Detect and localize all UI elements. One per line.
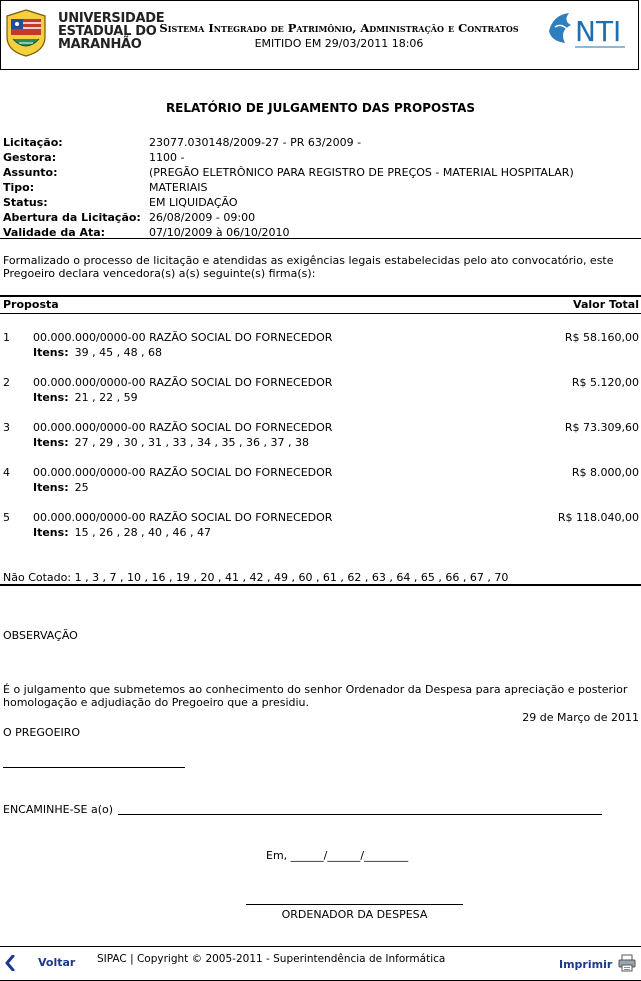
info-tipo [3, 180, 574, 195]
report-header [0, 0, 639, 70]
nao-cotado: Não Cotado: 1 , 3 , 7 , 10 , 16 , 19 , 20 , 41 , 42 , 49 , 60 , 61 , 62 , 63 , 64 , 65 , 66 , 67 , 70 [3, 571, 509, 584]
items-label: Itens: [33, 526, 69, 539]
items-list: 25 [74, 481, 89, 494]
info-label: Validade da Ata: [3, 226, 106, 239]
items-label: Itens: [33, 481, 69, 494]
proposal-value: R$ 73.309,60 [564, 421, 639, 434]
proposal-number: 2 [3, 376, 10, 389]
proposal-number: 4 [3, 466, 10, 479]
proposal-number: 5 [3, 511, 10, 524]
info-abertura [3, 210, 574, 225]
nti-logo-icon [545, 9, 629, 51]
info-label: Status: [3, 196, 48, 209]
items-list: 21 , 22 , 59 [74, 391, 138, 404]
nti-logo-text: NTI [575, 15, 622, 48]
info-status [3, 195, 574, 210]
info-value: 23077.030148/2009-27 - PR 63/2009 - [149, 136, 362, 149]
proposal-supplier: 00.000.000/0000-00 RAZÃO SOCIAL DO FORNECEDOR [33, 511, 333, 524]
ordenador-label: ORDENADOR DA DESPESA [281, 908, 428, 921]
divider [0, 238, 641, 239]
divider [0, 313, 641, 314]
proposal-items [33, 346, 162, 359]
proposal-supplier: 00.000.000/0000-00 RAZÃO SOCIAL DO FORNECEDOR [33, 331, 333, 344]
pregoeiro-signature-line [3, 767, 185, 768]
voltar-link[interactable]: Voltar [38, 956, 76, 969]
items-label: Itens: [33, 391, 69, 404]
info-value: 26/08/2009 - 09:00 [149, 211, 256, 224]
info-value: EM LIQUIDAÇÃO [149, 196, 238, 209]
footer-divider [0, 946, 641, 947]
intro-text: Formalizado o processo de licitação e atendidas as exigências legais estabelecidas pelo ato convocatório, este Pregoeiro declara vencedora(s) a(s) seguinte(s) firma(s): [3, 254, 614, 280]
proposal-value: R$ 8.000,00 [571, 466, 639, 479]
proposal-value: R$ 5.120,00 [571, 376, 639, 389]
proposal-number: 3 [3, 421, 10, 434]
report-title: RELATÓRIO DE JULGAMENTO DAS PROPOSTAS [165, 101, 476, 115]
uema-line-2: ESTADUAL DO [58, 24, 157, 39]
proposta-header: Proposta [3, 298, 59, 311]
emitted-date: EMITIDO EM 29/03/2011 18:06 [254, 37, 424, 50]
info-value: 07/10/2009 à 06/10/2010 [149, 226, 290, 239]
date-blank: Em, ______/______/________ [266, 849, 409, 862]
system-title: Sistema Integrado de Patrimônio, Administração e Contratos [159, 21, 519, 35]
items-list: 39 , 45 , 48 , 68 [74, 346, 163, 359]
imprimir-link[interactable]: Imprimir [559, 958, 613, 971]
info-label: Tipo: [3, 181, 35, 194]
encaminhe-line [118, 814, 602, 815]
items-label: Itens: [33, 436, 69, 449]
proposals-header [3, 298, 639, 311]
observacao-label: OBSERVAÇÃO [3, 629, 78, 642]
proposal-items [33, 526, 211, 539]
uema-line-3: MARANHÃO [58, 37, 142, 52]
proposal-value: R$ 118.040,00 [557, 511, 639, 524]
proposal-supplier: 00.000.000/0000-00 RAZÃO SOCIAL DO FORNECEDOR [33, 421, 333, 434]
uema-logo-icon [5, 9, 47, 57]
info-value: 1100 - [149, 151, 185, 164]
licitacao-info [3, 135, 574, 240]
info-value: (PREGÃO ELETRÔNICO PARA REGISTRO DE PREÇOS - MATERIAL HOSPITALAR) [149, 166, 574, 179]
info-label: Licitação: [3, 136, 63, 149]
report-date: 29 de Março de 2011 [522, 711, 639, 724]
valor-total-header: Valor Total [573, 298, 639, 311]
ordenador-signature-line [246, 904, 463, 905]
info-label: Gestora: [3, 151, 57, 164]
divider [0, 295, 641, 297]
pregoeiro-label: O PREGOEIRO [3, 726, 81, 739]
report-footer [0, 946, 641, 981]
info-licitacao [3, 135, 574, 150]
encaminhe-label: ENCAMINHE-SE a(o) [3, 803, 114, 816]
info-label: Assunto: [3, 166, 58, 179]
julgamento-text: É o julgamento que submetemos ao conhecimento do senhor Ordenador da Despesa para apreciação e posterior homologação e adjudiação do Pregoeiro que a presidiu. [3, 683, 628, 709]
proposal-value: R$ 58.160,00 [564, 331, 639, 344]
items-list: 27 , 29 , 30 , 31 , 33 , 34 , 35 , 36 , 37 , 38 [74, 436, 309, 449]
items-list: 15 , 26 , 28 , 40 , 46 , 47 [74, 526, 212, 539]
info-assunto [3, 165, 574, 180]
uema-line-1: UNIVERSIDADE [58, 11, 165, 26]
proposal-supplier: 00.000.000/0000-00 RAZÃO SOCIAL DO FORNECEDOR [33, 376, 333, 389]
proposal-items [33, 391, 138, 404]
info-value: MATERIAIS [149, 181, 208, 194]
items-label: Itens: [33, 346, 69, 359]
proposal-items [33, 481, 89, 494]
proposal-supplier: 00.000.000/0000-00 RAZÃO SOCIAL DO FORNECEDOR [33, 466, 333, 479]
divider [0, 584, 641, 586]
info-label: Abertura da Licitação: [3, 211, 141, 224]
info-gestora [3, 150, 574, 165]
copyright-text: SIPAC | Copyright © 2005-2011 - Superintendência de Informática [97, 953, 446, 965]
proposal-number: 1 [3, 331, 10, 344]
back-arrow-icon[interactable] [4, 955, 16, 971]
printer-icon[interactable] [618, 954, 636, 972]
header-center [141, 21, 537, 50]
proposal-items [33, 436, 309, 449]
